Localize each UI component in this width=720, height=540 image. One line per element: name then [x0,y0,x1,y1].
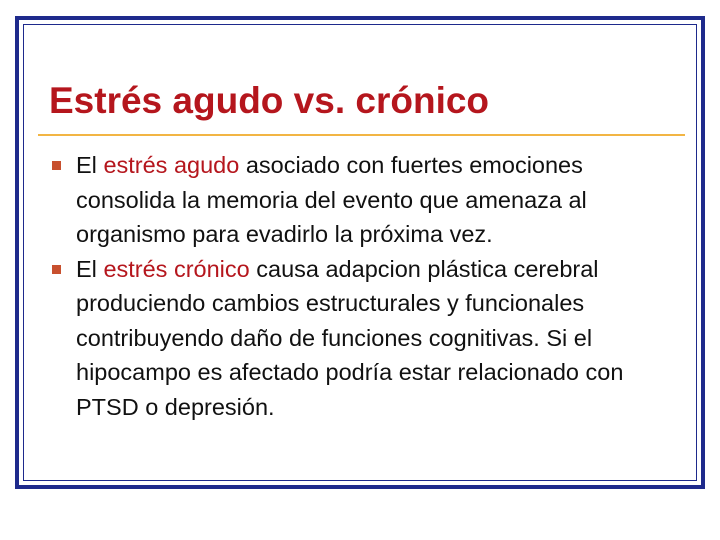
bullet-text: causa adapcion plástica cerebral produciendo cambios estructurales y funcionales contribuyendo daño de funciones cognitivas. Si el hipocampo es afectado podría estar relacionado con PTSD o depresión. [76,255,624,420]
bullet-text: asociado con fuertes emociones consolida la memoria del evento que amenaza al organismo para evadirlo la próxima vez. [76,152,587,247]
title-underline [38,134,685,136]
bullet-item-chronic-stress [50,252,682,425]
slide-title: Estrés agudo vs. crónico [49,80,490,121]
bullet-prefix: El [76,255,104,282]
bullet-prefix: El [76,152,104,178]
bullet-item-acute-stress [50,148,682,252]
square-bullet-icon [52,265,61,274]
bullet-emphasis: estrés crónico [103,255,250,282]
bullet-emphasis: estrés agudo [103,152,240,178]
square-bullet-icon [52,161,61,170]
bullet-list [50,148,682,424]
